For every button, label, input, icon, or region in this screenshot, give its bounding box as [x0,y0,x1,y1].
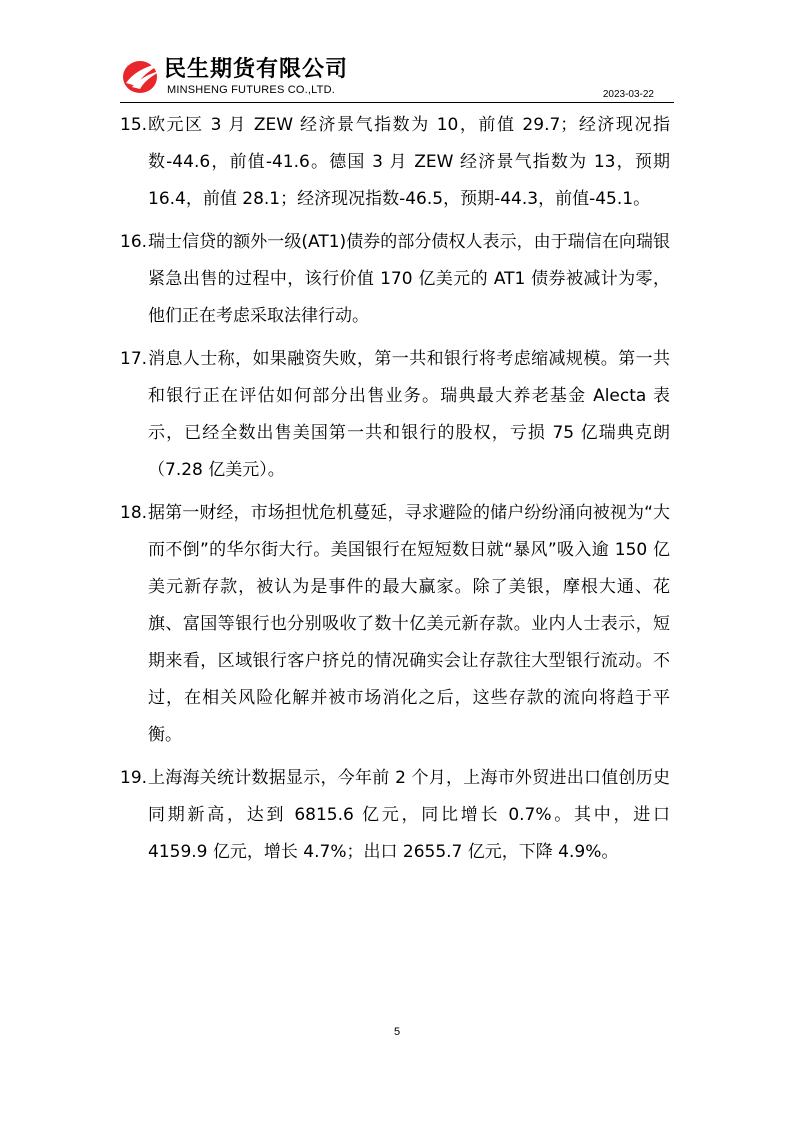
item-number: 17. [120,349,148,369]
report-date: 2023-03-22 [602,89,654,100]
list-item [120,495,680,754]
item-text: 上海海关统计数据显示，今年前 2 个月，上海市外贸进出口值创历史同期新高，达到 6815.6 亿元，同比增长 0.7%。其中，进口 4159.9 亿元，增长 4.7%；出口 2655.7 亿元，下降 4.9%。 [148,768,670,862]
item-text: 欧元区 3 月 ZEW 经济景气指数为 10，前值 29.7；经济现况指数-44.6，前值-41.6。德国 3 月 ZEW 经济景气指数为 13，预期 16.4，前值 28.1；经济现况指数-46.5，预期-44.3，前值-45.1。 [148,115,670,209]
item-text: 瑞士信贷的额外一级(AT1)债券的部分债权人表示，由于瑞信在向瑞银紧急出售的过程中，该行价值 170 亿美元的 AT1 债券被减计为零，他们正在考虑采取法律行动。 [148,232,670,326]
minsheng-logo-icon [120,56,166,96]
company-name-en: MINSHENG FUTURES CO.,LTD. [167,84,335,96]
item-text: 消息人士称，如果融资失败，第一共和银行将考虑缩减规模。第一共和银行正在评估如何部分出售业务。瑞典最大养老基金 Alecta 表示，已经全数出售美国第一共和银行的股权，亏损 75 亿瑞典克朗（7.28 亿美元）。 [148,349,670,480]
list-item [120,341,680,489]
list-item [120,224,680,335]
list-item [120,760,680,871]
company-name-cn: 民生期货有限公司 [164,57,349,82]
item-number: 15. [120,115,148,135]
header-divider [120,102,674,103]
list-item [120,107,680,218]
page-header [120,52,674,102]
item-number: 19. [120,768,148,788]
page-number: 5 [393,1026,401,1038]
item-text: 据第一财经，市场担忧危机蔓延，寻求避险的储户纷纷涌向被视为“大而不倒”的华尔街大行。美国银行在短短数日就“暴风”吸入逾 150 亿美元新存款，被认为是事件的最大赢家。除了美银，摩根大通、花旗、富国等银行也分别吸收了数十亿美元新存款。业内人士表示，短期来看，区域银行客户挤兑的情况确实会让存款往大型银行流动。不过，在相关风险化解并被市场消化之后，这些存款的流向将趋于平衡。 [148,503,670,745]
item-number: 18. [120,503,148,523]
item-number: 16. [120,232,148,252]
news-list [120,107,680,877]
